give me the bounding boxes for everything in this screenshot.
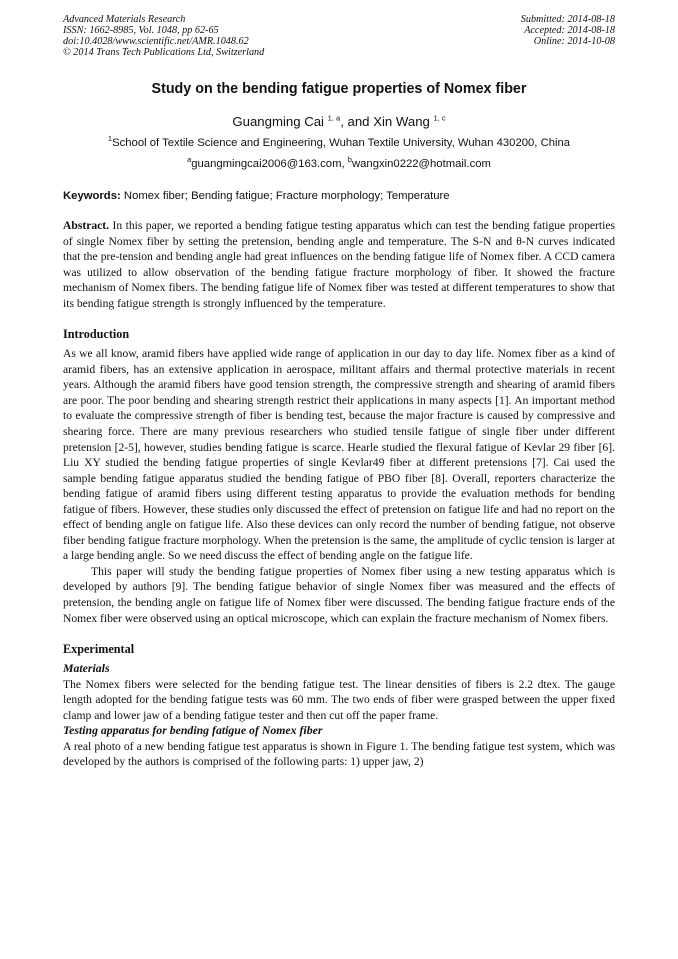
journal-header-left — [63, 15, 264, 59]
materials-paragraph: The Nomex fibers were selected for the bending fatigue test. The linear densities of fibers is 2.2 dtex. The gauge length adopted for the bending fatigue tests was 60 mm. The two ends of fiber were grasped between the upper fixed clamp and lower jaw of a bending fatigue tester and then cut off the paper frame. — [63, 677, 615, 722]
author-line — [63, 113, 615, 130]
author-affiliation-mark: 1, c — [433, 113, 446, 123]
journal-issn: ISSN: 1662-8985, Vol. 1048, pp 62-65 — [63, 24, 219, 36]
subsection-heading-apparatus: Testing apparatus for bending fatigue of Nomex fiber — [63, 723, 323, 738]
affiliation — [63, 136, 615, 151]
subsection-heading-materials: Materials — [63, 661, 110, 676]
email-address: guangmingcai2006@163.com — [191, 158, 342, 170]
abstract-label: Abstract. — [63, 219, 110, 232]
keywords-text: Nomex fiber; Bending fatigue; Fracture morphology; Temperature — [120, 190, 450, 202]
abstract — [63, 218, 615, 311]
online-date: Online: 2014-10-08 — [533, 35, 615, 47]
introduction-paragraph: As we all know, aramid fibers have applied wide range of application in our day to day life. Nomex fiber as a kind of aramid fibers, has an extensive application in aerospace, militant affairs and thermal protective materials in recent years. Although the aramid fibers have good tension strength, the compressive strength and shearing of aramid fibers are poor. The poor bending and shearing strength restrict their applications in many aspects [1]. An important method to evaluate the compressive strength of fiber is bending test, because the major fracture is caused by compressive and shearing force. There are many previous researchers who studied tensile fatigue of single fiber under different pretension [2-5], however, studies bending fatigue is scarce. Hearle studied the flexural fatigue of Kevlar 29 fiber [6]. Liu XY studied the bending fatigue properties of single Kevlar49 fiber at different pretensions [7]. Cai used the sample bending fatigue apparatus studied the bending fatigue of PBO fiber [8]. Overall, reporters characterize the bending fatigue of aramid fibers using different testing apparatus to provide the evaluation methods for bending fatigue of fibers. However, these studies only discussed the effect of pretension on fatigue life and had no report on the effect of bending angle on fatigue life. Also these devices can only record the number of bending fatigue, not observe fiber bending fatigue fracture morphology. When the pretension is the same, the amplitude of cyclic tension is larger at a large bending angle. So we need discuss the effect of bending angle on the fatigue life. — [63, 347, 615, 563]
paper-title: Study on the bending fatigue properties of Nomex fiber — [151, 81, 527, 97]
abstract-text: In this paper, we reported a bending fatigue testing apparatus which can test the bending fatigue properties of single Nomex fiber by setting the pretension, bending angle and temperature. The S-N and θ-N curves indicated that the pre-tension and bending angle had great influences on the bending fatigue life of Nomex fiber. A CCD camera was utilized to allow observation of the bending fatigue fracture morphology of fiber. It showed the fracture mechanism of Nomex fibers. The bending fatigue life of Nomex fiber was tested at different temperatures to show that its bending fatigue strength is strongly influenced by the temperature. — [63, 219, 615, 310]
affiliation-mark: 1 — [107, 134, 113, 144]
accepted-date: Accepted: 2014-08-18 — [524, 24, 615, 36]
affiliation-text: School of Textile Science and Engineering, Wuhan Textile University, Wuhan 430200, China — [112, 137, 571, 149]
author-affiliation-mark: 1, a — [327, 113, 341, 123]
email-mark: a — [187, 155, 192, 165]
apparatus-paragraph: A real photo of a new bending fatigue test apparatus is shown in Figure 1. The bending fatigue test system, which was developed by the authors is comprised of the following parts: 1) upper jaw, 2) — [63, 739, 615, 769]
email-separator: , — [341, 158, 348, 170]
submitted-date: Submitted: 2014-08-18 — [520, 14, 615, 25]
section-heading-introduction: Introduction — [63, 327, 130, 342]
email-address: wangxin0222@hotmail.com — [351, 158, 491, 170]
email-mark: b — [347, 155, 352, 165]
author-separator: , and — [340, 114, 374, 129]
section-heading-experimental: Experimental — [63, 642, 135, 657]
journal-name: Advanced Materials Research — [63, 14, 186, 25]
journal-copyright: © 2014 Trans Tech Publications Ltd, Switzerland — [63, 46, 265, 58]
author-name: Xin Wang — [373, 114, 430, 129]
journal-header-right — [521, 15, 615, 48]
email-line — [63, 157, 615, 172]
keywords — [63, 189, 615, 204]
journal-doi: doi:10.4028/www.scientific.net/AMR.1048.62 — [63, 35, 249, 47]
keywords-label: Keywords: — [63, 190, 121, 202]
author-name: Guangming Cai — [232, 114, 324, 129]
introduction-paragraph: This paper will study the bending fatigue properties of Nomex fiber using a new testing apparatus which is developed by authors [9]. The bending fatigue behavior of single Nomex fiber was measured and the effects of pretension, the bending angle on fatigue life of Nomex fiber were discussed. The bending fatigue fracture ends of the Nomex fiber were observed using an optical microscope, which can explain the fracture mechanism of Nomex fibers. — [63, 564, 615, 625]
paper-content — [63, 80, 615, 770]
